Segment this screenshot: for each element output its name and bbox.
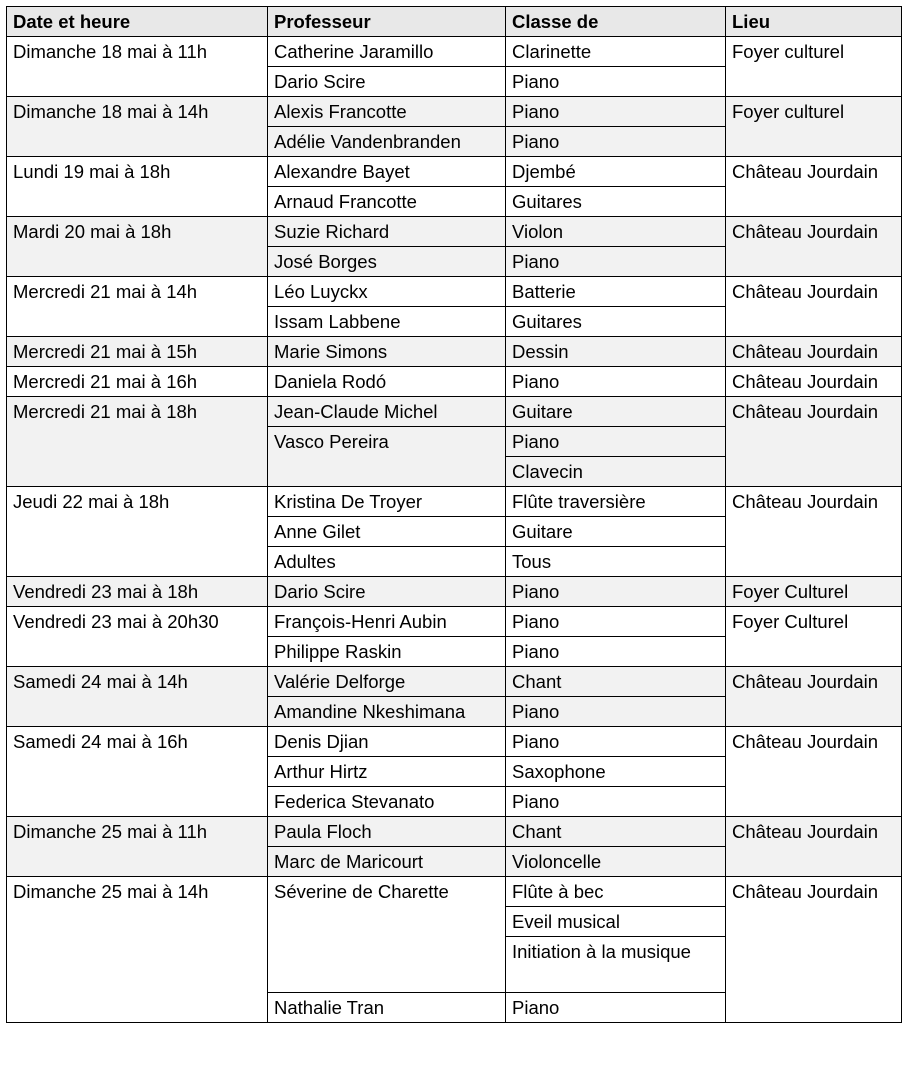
table-row [7, 607, 902, 637]
cell-teacher: Daniela Rodó [268, 367, 506, 397]
cell-date: Mercredi 21 mai à 14h [7, 277, 268, 337]
cell-date: Dimanche 18 mai à 14h [7, 97, 268, 157]
cell-teacher: Marc de Maricourt [268, 847, 506, 877]
cell-teacher: Séverine de Charette [268, 877, 506, 993]
cell-teacher: Alexis Francotte [268, 97, 506, 127]
cell-date: Mercredi 21 mai à 18h [7, 397, 268, 487]
cell-teacher: Alexandre Bayet [268, 157, 506, 187]
cell-teacher: Federica Stevanato [268, 787, 506, 817]
cell-place: Foyer culturel [726, 97, 902, 157]
schedule-body [7, 37, 902, 1023]
cell-date: Samedi 24 mai à 14h [7, 667, 268, 727]
cell-place: Château Jourdain [726, 727, 902, 817]
cell-teacher: José Borges [268, 247, 506, 277]
cell-teacher: Léo Luyckx [268, 277, 506, 307]
cell-teacher: Arnaud Francotte [268, 187, 506, 217]
cell-teacher: Amandine Nkeshimana [268, 697, 506, 727]
cell-teacher: Dario Scire [268, 577, 506, 607]
cell-place: Château Jourdain [726, 337, 902, 367]
header-place: Lieu [726, 7, 902, 37]
cell-place: Château Jourdain [726, 817, 902, 877]
cell-class: Piano [506, 127, 726, 157]
cell-class: Initiation à la musique [506, 937, 726, 993]
cell-class: Piano [506, 607, 726, 637]
cell-place: Château Jourdain [726, 667, 902, 727]
cell-class: Flûte traversière [506, 487, 726, 517]
cell-place: Château Jourdain [726, 877, 902, 1023]
table-row [7, 37, 902, 67]
cell-class: Flûte à bec [506, 877, 726, 907]
cell-place: Château Jourdain [726, 487, 902, 577]
cell-teacher: Arthur Hirtz [268, 757, 506, 787]
cell-place: Château Jourdain [726, 217, 902, 277]
cell-teacher: Valérie Delforge [268, 667, 506, 697]
cell-date: Jeudi 22 mai à 18h [7, 487, 268, 577]
table-row [7, 337, 902, 367]
cell-class: Violon [506, 217, 726, 247]
cell-class: Tous [506, 547, 726, 577]
table-row [7, 217, 902, 247]
cell-class: Batterie [506, 277, 726, 307]
table-row [7, 667, 902, 697]
cell-place: Château Jourdain [726, 397, 902, 487]
cell-class: Piano [506, 993, 726, 1023]
cell-class: Piano [506, 787, 726, 817]
cell-date: Mercredi 21 mai à 16h [7, 367, 268, 397]
cell-date: Mercredi 21 mai à 15h [7, 337, 268, 367]
table-row [7, 157, 902, 187]
schedule-table [6, 6, 902, 1023]
cell-teacher: Denis Djian [268, 727, 506, 757]
table-row [7, 97, 902, 127]
cell-class: Piano [506, 427, 726, 457]
cell-teacher: François-Henri Aubin [268, 607, 506, 637]
cell-class: Piano [506, 367, 726, 397]
cell-date: Lundi 19 mai à 18h [7, 157, 268, 217]
cell-class: Guitare [506, 397, 726, 427]
cell-class: Piano [506, 637, 726, 667]
cell-teacher: Adultes [268, 547, 506, 577]
table-row [7, 877, 902, 907]
table-row [7, 577, 902, 607]
cell-teacher: Paula Floch [268, 817, 506, 847]
cell-class: Chant [506, 817, 726, 847]
cell-class: Guitares [506, 187, 726, 217]
cell-place: Foyer culturel [726, 37, 902, 97]
cell-teacher: Jean-Claude Michel [268, 397, 506, 427]
cell-teacher: Dario Scire [268, 67, 506, 97]
cell-date: Dimanche 18 mai à 11h [7, 37, 268, 97]
cell-teacher: Adélie Vandenbranden [268, 127, 506, 157]
header-date: Date et heure [7, 7, 268, 37]
cell-teacher: Kristina De Troyer [268, 487, 506, 517]
cell-teacher: Suzie Richard [268, 217, 506, 247]
header-class: Classe de [506, 7, 726, 37]
cell-class: Piano [506, 577, 726, 607]
cell-class: Piano [506, 97, 726, 127]
table-row [7, 367, 902, 397]
cell-class: Piano [506, 247, 726, 277]
cell-date: Dimanche 25 mai à 14h [7, 877, 268, 1023]
cell-class: Guitares [506, 307, 726, 337]
cell-date: Mardi 20 mai à 18h [7, 217, 268, 277]
cell-class: Saxophone [506, 757, 726, 787]
cell-class: Eveil musical [506, 907, 726, 937]
cell-place: Foyer Culturel [726, 607, 902, 667]
cell-class: Chant [506, 667, 726, 697]
cell-place: Château Jourdain [726, 277, 902, 337]
cell-class: Clarinette [506, 37, 726, 67]
table-row [7, 817, 902, 847]
cell-place: Château Jourdain [726, 157, 902, 217]
cell-teacher: Marie Simons [268, 337, 506, 367]
cell-class: Clavecin [506, 457, 726, 487]
cell-teacher: Nathalie Tran [268, 993, 506, 1023]
cell-teacher: Catherine Jaramillo [268, 37, 506, 67]
cell-place: Château Jourdain [726, 367, 902, 397]
table-row [7, 487, 902, 517]
cell-class: Piano [506, 727, 726, 757]
table-row [7, 277, 902, 307]
cell-class: Piano [506, 697, 726, 727]
cell-teacher: Issam Labbene [268, 307, 506, 337]
header-teacher: Professeur [268, 7, 506, 37]
cell-class: Dessin [506, 337, 726, 367]
cell-date: Vendredi 23 mai à 18h [7, 577, 268, 607]
cell-date: Vendredi 23 mai à 20h30 [7, 607, 268, 667]
header-row [7, 7, 902, 37]
cell-class: Djembé [506, 157, 726, 187]
cell-teacher: Philippe Raskin [268, 637, 506, 667]
cell-teacher: Vasco Pereira [268, 427, 506, 487]
table-row [7, 727, 902, 757]
cell-place: Foyer Culturel [726, 577, 902, 607]
cell-date: Samedi 24 mai à 16h [7, 727, 268, 817]
cell-teacher: Anne Gilet [268, 517, 506, 547]
cell-class: Guitare [506, 517, 726, 547]
cell-date: Dimanche 25 mai à 11h [7, 817, 268, 877]
cell-class: Piano [506, 67, 726, 97]
cell-class: Violoncelle [506, 847, 726, 877]
table-row [7, 397, 902, 427]
